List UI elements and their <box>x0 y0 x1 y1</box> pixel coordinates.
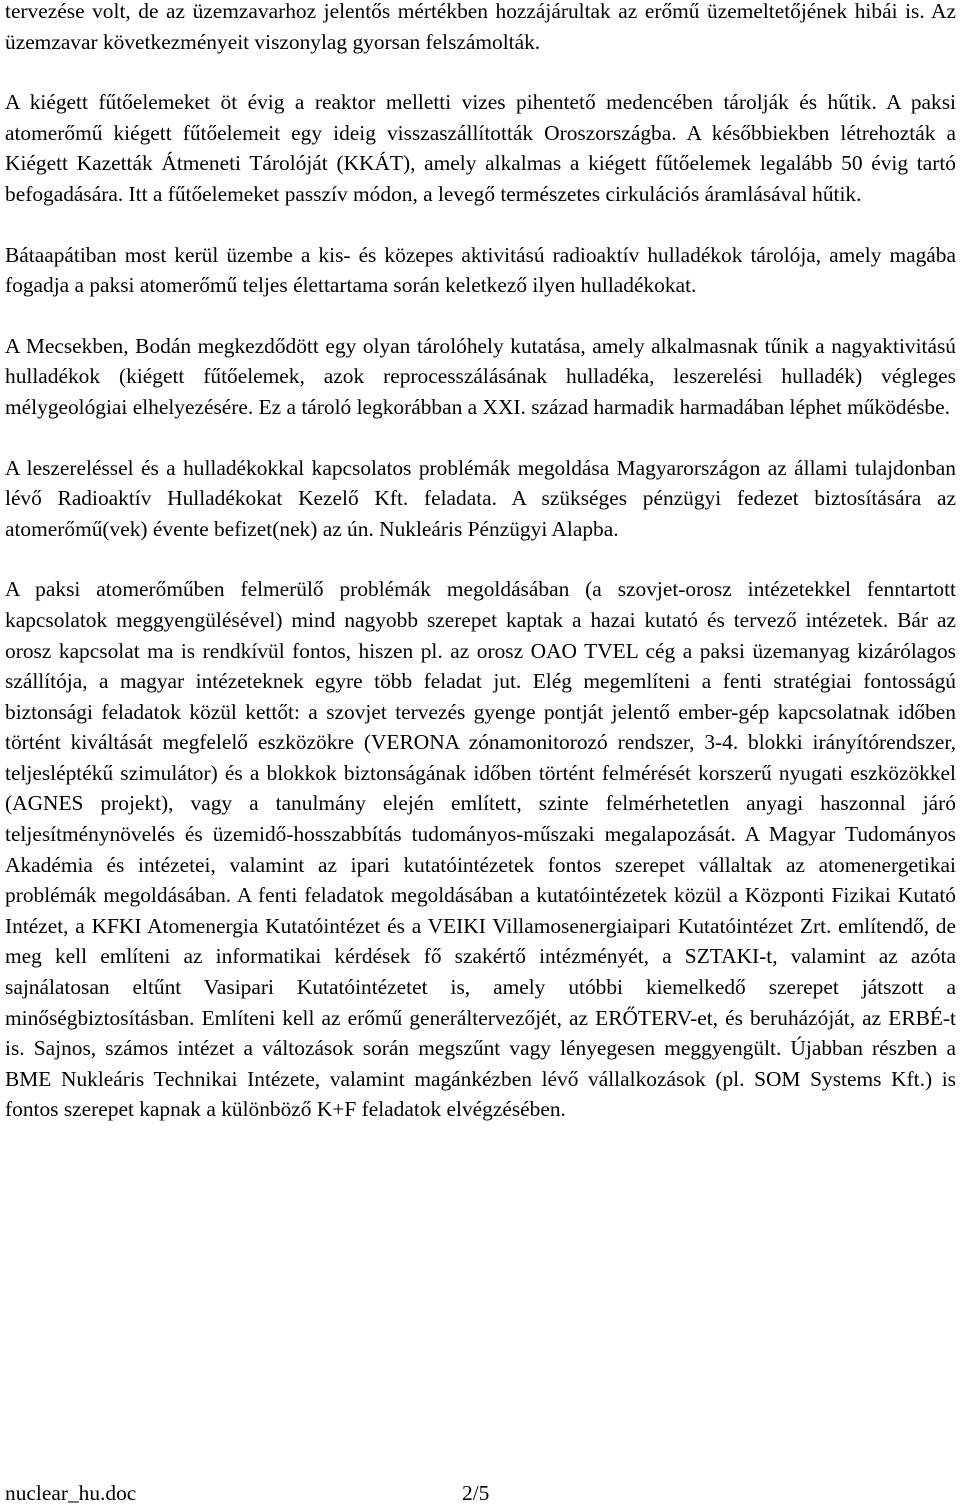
paragraph-spent-fuel-storage: A kiégett fűtőelemeket öt évig a reaktor melletti vizes pihentető medencében tárolják és hűtik. A paksi atomerőmű kiégett fűtőelemeit egy ideig visszaszállították Oroszországba. A későbbiekben létrehozták a Kiégett Kazetták Átmeneti Tárolóját (KKÁT), amely alkalmas a kiégett fűtőelemek legalább 50 évig tartó befogadására. Itt a fűtőelemeket passzív módon, a levegő természetes cirkulációs áramlásával hűtik. <box>5 90 956 206</box>
document-body <box>5 0 956 1155</box>
paragraph-continuation: tervezése volt, de az üzemzavarhoz jelentős mértékben hozzájárultak az erőmű üzemeltetőjének hibái is. Az üzemzavar következményeit viszonylag gyorsan felszámolták. <box>5 0 956 54</box>
footer-page-number: 2/5 <box>462 1481 490 1505</box>
paragraph-bataapati-repository: Bátaapátiban most kerül üzembe a kis- és közepes aktivitású radioaktív hulladékok tárolója, amely magába fogadja a paksi atomerőmű teljes élettartama során keletkező ilyen hulladékokat. <box>5 242 956 298</box>
paragraph-research-institutes: A paksi atomerőműben felmerülő problémák megoldásában (a szovjet-orosz intézetekkel fenntartott kapcsolatok meggyengülésével) mind nagyobb szerepet kaptak a hazai kutató és tervező intézetek. Bár az orosz kapcsolat ma is rendkívül fontos, hiszen pl. az orosz OAO TVEL cég a paksi üzemanyag kizárólagos szállítója, a magyar intézeteknek egyre több feladat jut. Elég megemlíteni a fenti stratégiai fontosságú biztonsági feladatok közül kettőt: a szovjet tervezés gyenge pontját jelentő ember-gép kapcsolatnak időben történt kiváltását megfelelő eszközökre (VERONA zónamonitorozó rendszer, 3-4. blokki irányítórendszer, teljesléptékű szimulátor) és a blokkok biztonságának időben történt felmérését korszerű nyugati eszközökkel (AGNES projekt), vagy a tanulmány elején említett, szinte felmérhetetlen anyagi haszonnal járó teljesítménynövelés és üzemidő-hosszabbítás tudományos-műszaki megalapozását. A Magyar Tudományos Akadémia és intézetei, valamint az ipari kutatóintézetek fontos szerepet vállaltak az atomenergetikai problémák megoldásában. A fenti feladatok megoldásában a kutatóintézetek közül a Központi Fizikai Kutató Intézet, a KFKI Atomenergia Kutatóintézet és a VEIKI Villamosenergiaipari Kutatóintézet Zrt. említendő, de meg kell említeni az informatikai kérdések fő szakértő intézményét, a SZTAKI-t, valamint az azóta sajnálatosan eltűnt Vasipari Kutatóintézetet is, amely utóbbi kiemelkedő szerepet játszott a minőségbiztosításban. Említeni kell az erőmű generáltervezőjét, az ERŐTERV-et, és beruházóját, az ERBÉ-t is. Sajnos, számos intézet a változások során megszűnt vagy lényegesen meggyengült. Újabban részben a BME Nukleáris Technikai Intézete, valamint magánkézben lévő vállalkozások (pl. SOM Systems Kft.) is fontos szerepet kapnak a különböző K+F feladatok elvégzésében. <box>5 577 956 1122</box>
footer-filename: nuclear_hu.doc <box>5 1481 137 1505</box>
page-footer <box>5 1478 956 1508</box>
paragraph-waste-management-financing: A leszereléssel és a hulladékokkal kapcsolatos problémák megoldása Magyarországon az állami tulajdonban lévő Radioaktív Hulladékokat Kezelő Kft. feladata. A szükséges pénzügyi fedezet biztosítására az atomerőmű(vek) évente befizet(nek) az ún. Nukleáris Pénzügyi Alapba. <box>5 455 956 541</box>
paragraph-mecsek-research: A Mecsekben, Bodán megkezdődött egy olyan tárolóhely kutatása, amely alkalmasnak tűnik a nagyaktivitású hulladékok (kiégett fűtőelemek, azok reprocesszálásának hulladéka, leszerelési hulladék) végleges mélygeológiai elhelyezésére. Ez a tároló legkorábban a XXI. század harmadik harmadában léphet működésbe. <box>5 333 956 419</box>
